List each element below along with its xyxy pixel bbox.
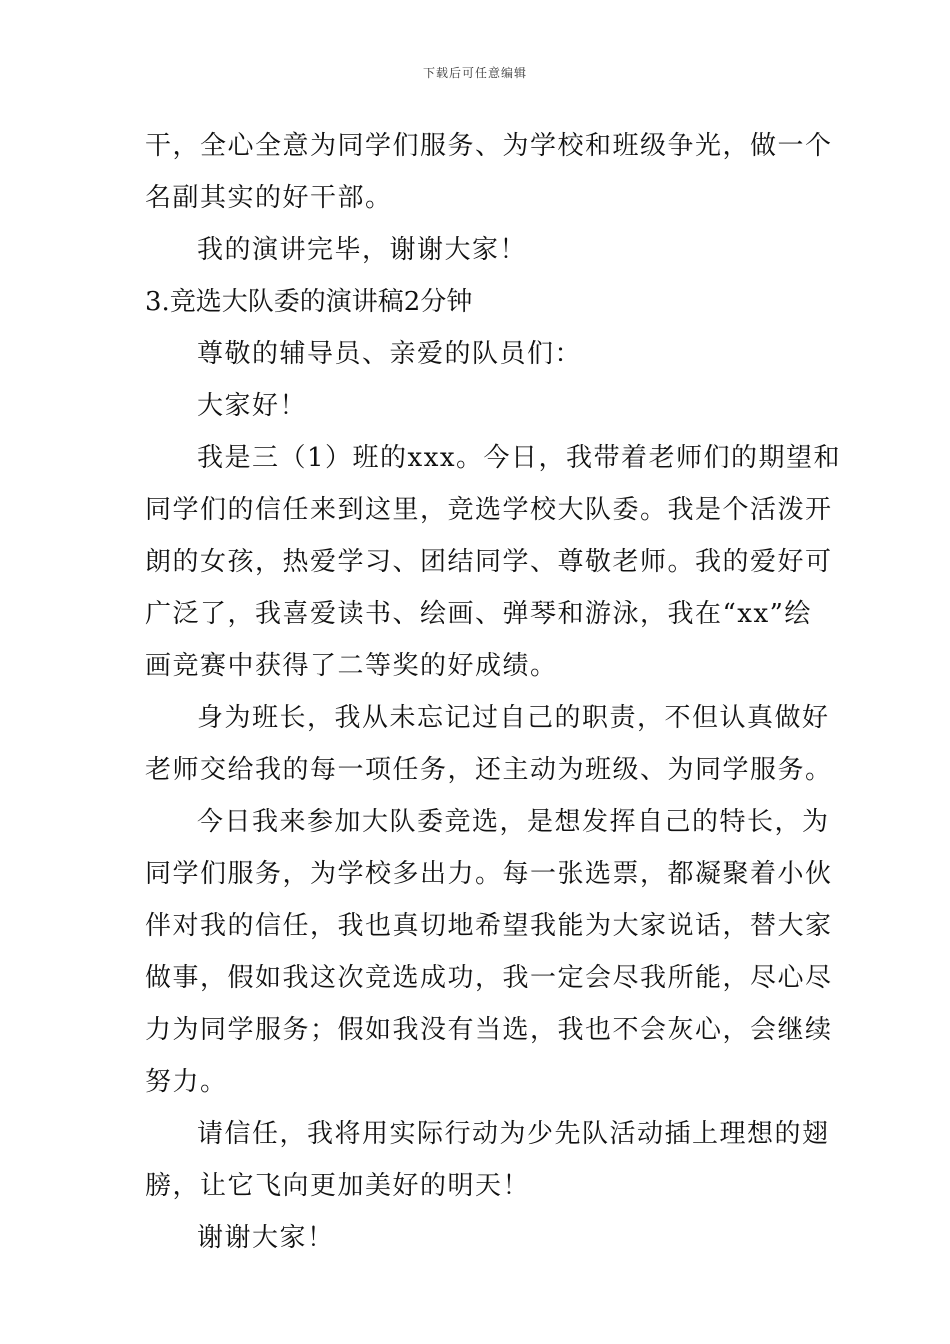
page-header: 下载后可任意编辑 — [422, 66, 527, 80]
text-line: 膀，让它飞向更加美好的明天！ — [145, 1171, 531, 1201]
text-line: 身为班长，我从未忘记过自己的职责，不但认真做好 — [197, 703, 830, 733]
salutation: 尊敬的辅导员、亲爱的队员们： — [197, 339, 583, 369]
document-body — [145, 120, 842, 1264]
text-line: 今日我来参加大队委竞选，是想发挥自己的特长，为 — [197, 807, 830, 837]
text-line: 我是三（1）班的xxx。今日，我带着老师们的期望和 — [197, 443, 842, 473]
text-line: 做事，假如我这次竞选成功，我一定会尽我所能，尽心尽 — [145, 963, 833, 993]
text-line: 力为同学服务；假如我没有当选，我也不会灰心，会继续 — [145, 1015, 833, 1045]
text-line: 老师交给我的每一项任务，还主动为班级、为同学服务。 — [145, 755, 833, 785]
text-line: 我的演讲完毕，谢谢大家！ — [197, 235, 528, 265]
section-heading: 3.竞选大队委的演讲稿2分钟 — [145, 287, 473, 317]
greeting: 大家好！ — [197, 391, 308, 421]
text-line: 广泛了，我喜爱读书、绘画、弹琴和游泳，我在“xx”绘 — [145, 599, 812, 629]
text-line: 请信任，我将用实际行动为少先队活动插上理想的翅 — [197, 1119, 830, 1149]
text-line: 朗的女孩，热爱学习、团结同学、尊敬老师。我的爱好可 — [145, 547, 833, 577]
closing-line: 谢谢大家！ — [197, 1223, 335, 1253]
text-line: 干，全心全意为同学们服务、为学校和班级争光，做一个 — [145, 131, 833, 161]
text-line: 画竞赛中获得了二等奖的好成绩。 — [145, 651, 558, 681]
text-line: 伴对我的信任，我也真切地希望我能为大家说话，替大家 — [145, 911, 833, 941]
text-line: 同学们的信任来到这里，竞选学校大队委。我是个活泼开 — [145, 495, 833, 525]
text-line: 名副其实的好干部。 — [145, 183, 393, 213]
text-line: 努力。 — [145, 1067, 228, 1097]
text-line: 同学们服务，为学校多出力。每一张选票，都凝聚着小伙 — [145, 859, 833, 889]
